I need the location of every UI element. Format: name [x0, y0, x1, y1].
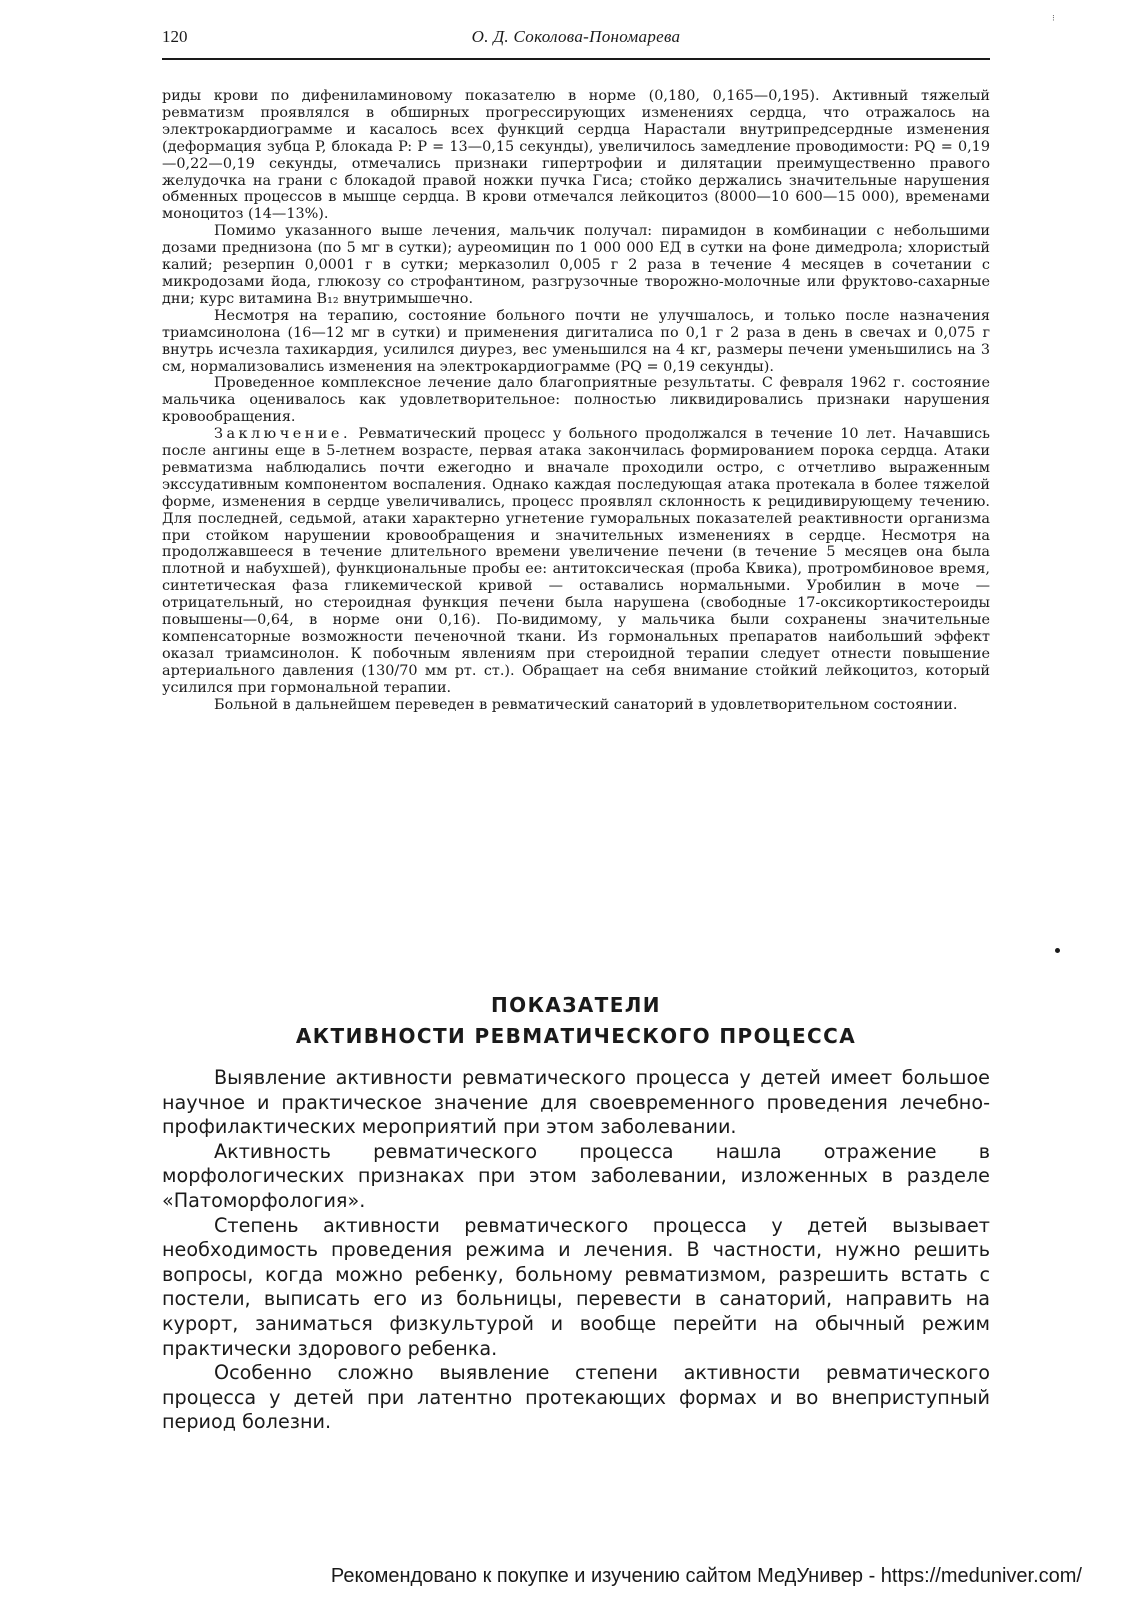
page-number: 120 [162, 27, 188, 46]
paragraph-conclusion [162, 426, 990, 697]
paragraph: Активность ревматического процесса нашла отражение в морфологических признаках при этом заболевании, изложенных в разделе «Патоморфология». [162, 1139, 990, 1212]
conclusion-label: Заключение. [214, 426, 352, 443]
paragraph: Помимо указанного выше лечения, мальчик получал: пирамидон в комбинации с небольшими дозами преднизона (по 5 мг в сутки); ауреомицин по 1 000 000 ЕД в сутки на фоне димедрола; хлористый калий; резерпин 0,0001 г в сутки; мерказолил 0,005 г 2 раза в течение 4 месяцев в сочетании с микродозами йода, глюкозу со строфантином, разгрузочные творожно-молочные или фруктово-сахарные дни; курс витамина B₁₂ внутримышечно. [162, 223, 990, 307]
page-header [162, 24, 990, 60]
section-heading-line-1: ПОКАЗАТЕЛИ [491, 993, 661, 1017]
margin-dot [1055, 948, 1060, 953]
section-heading [162, 990, 990, 1052]
paragraph: Проведенное комплексное лечение дало благоприятные результаты. С февраля 1962 г. состояние мальчика оценивалось как удовлетворительное: полностью ликвидировались признаки нарушения кровообращения. [162, 375, 990, 426]
paragraph: Выявление активности ревматического процесса у детей имеет большое научное и практическое значение для своевременного проведения лечебно-профилактических мероприятий при этом заболевании. [162, 1066, 990, 1139]
running-title: О. Д. Соколова-Пономарева [471, 27, 681, 46]
conclusion-text: Ревматический процесс у больного продолжался в течение 10 лет. Начавшись после ангины еще в 5-летнем возрасте, первая атака закончилась формированием порока сердца. Атаки ревматизма наблюдались почти ежегодно и вначале проходили остро, с отчетливо выраженным экссудативным компонентом воспаления. Однако каждая последующая атака протекала в более тяжелой форме, изменения в сердце увеличивались, процесс проявлял склонность к рецидивирующему течению. Для последней, седьмой, атаки характерно угнетение гуморальных показателей реактивности организма при стойком нарушении кровообращения и значительных изменениях в сердце. Несмотря на продолжавшееся в течение длительного времени увеличение печени (в течение 5 месяцев она была плотной и набухшей), функциональные пробы ее: антитоксическая (проба Квика), протромбиновое время, синтетическая фаза гликемической кривой — оставались нормальными. Уробилин в моче — отрицательный, но стероидная функция печени была нарушена (свободные 17-оксикортикостероиды повышены—0,64, в норме они 0,16). По-видимому, у мальчика были сохранены значительные компенсаторные возможности печеночной ткани. Из гормональных препаратов наибольший эффект оказал триамсинолон. К побочным явлениям при стероидной терапии следует отнести повышение артериального давления (130/70 мм рт. ст.). Обращает на себя внимание стойкий лейкоцитоз, который усилился при гормональной терапии. [162, 426, 990, 696]
footer-watermark: Рекомендовано к покупке и изучению сайтом МедУнивер - https://meduniver.com/ [330, 1565, 1082, 1587]
case-report-text [162, 88, 990, 714]
margin-mark: ⁝ [1052, 14, 1055, 24]
section-body-text [162, 1066, 990, 1435]
paragraph: Несмотря на терапию, состояние больного почти не улучшалось, и только после назначения триамсинолона (16—12 мг в сутки) и применения дигиталиса по 0,1 г 2 раза в день в свечах и 0,075 г внутрь исчезла тахикардия, усилился диурез, вес уменьшился на 4 кг, размеры печени уменьшились на 3 см, нормализовались изменения на электрокардиограмме (PQ = 0,19 секунды). [162, 307, 990, 375]
paragraph: риды крови по дифениламиновому показателю в норме (0,180, 0,165—0,195). Активный тяжелый ревматизм проявлялся в обширных прогрессирующих изменениях сердца, что отражалось на электрокардиограмме и касалось всех функций сердца Нарастали внутрипредсердные изменения (деформация зубца P, блокада P: P = 13—0,15 секунды), увеличилось замедление проводимости: PQ = 0,19—0,22—0,19 секунды, отмечались признаки гипертрофии и дилятации преимущественно правого желудочка на грани с блокадой правой ножки пучка Гиса; стойко держались значительные нарушения обменных процессов в мышце сердца. В крови отмечался лейкоцитоз (8000—10 600—15 000), временами моноцитоз (14—13%). [162, 88, 990, 223]
paragraph: Степень активности ревматического процесса у детей вызывает необходимость проведения режима и лечения. В частности, нужно решить вопросы, когда можно ребенку, больному ревматизмом, разрешить встать с постели, выписать его из больницы, перевести в санаторий, направить на курорт, заниматься физкультурой и вообще перейти на обычный режим практически здорового ребенка. [162, 1213, 990, 1360]
paragraph: Больной в дальнейшем переведен в ревматический санаторий в удовлетворительном состоянии. [214, 696, 958, 713]
section-heading-line-2: АКТИВНОСТИ РЕВМАТИЧЕСКОГО ПРОЦЕССА [295, 1024, 857, 1048]
paragraph: Особенно сложно выявление степени активности ревматического процесса у детей при латентно протекающих формах и во внеприступный период болезни. [162, 1361, 990, 1434]
